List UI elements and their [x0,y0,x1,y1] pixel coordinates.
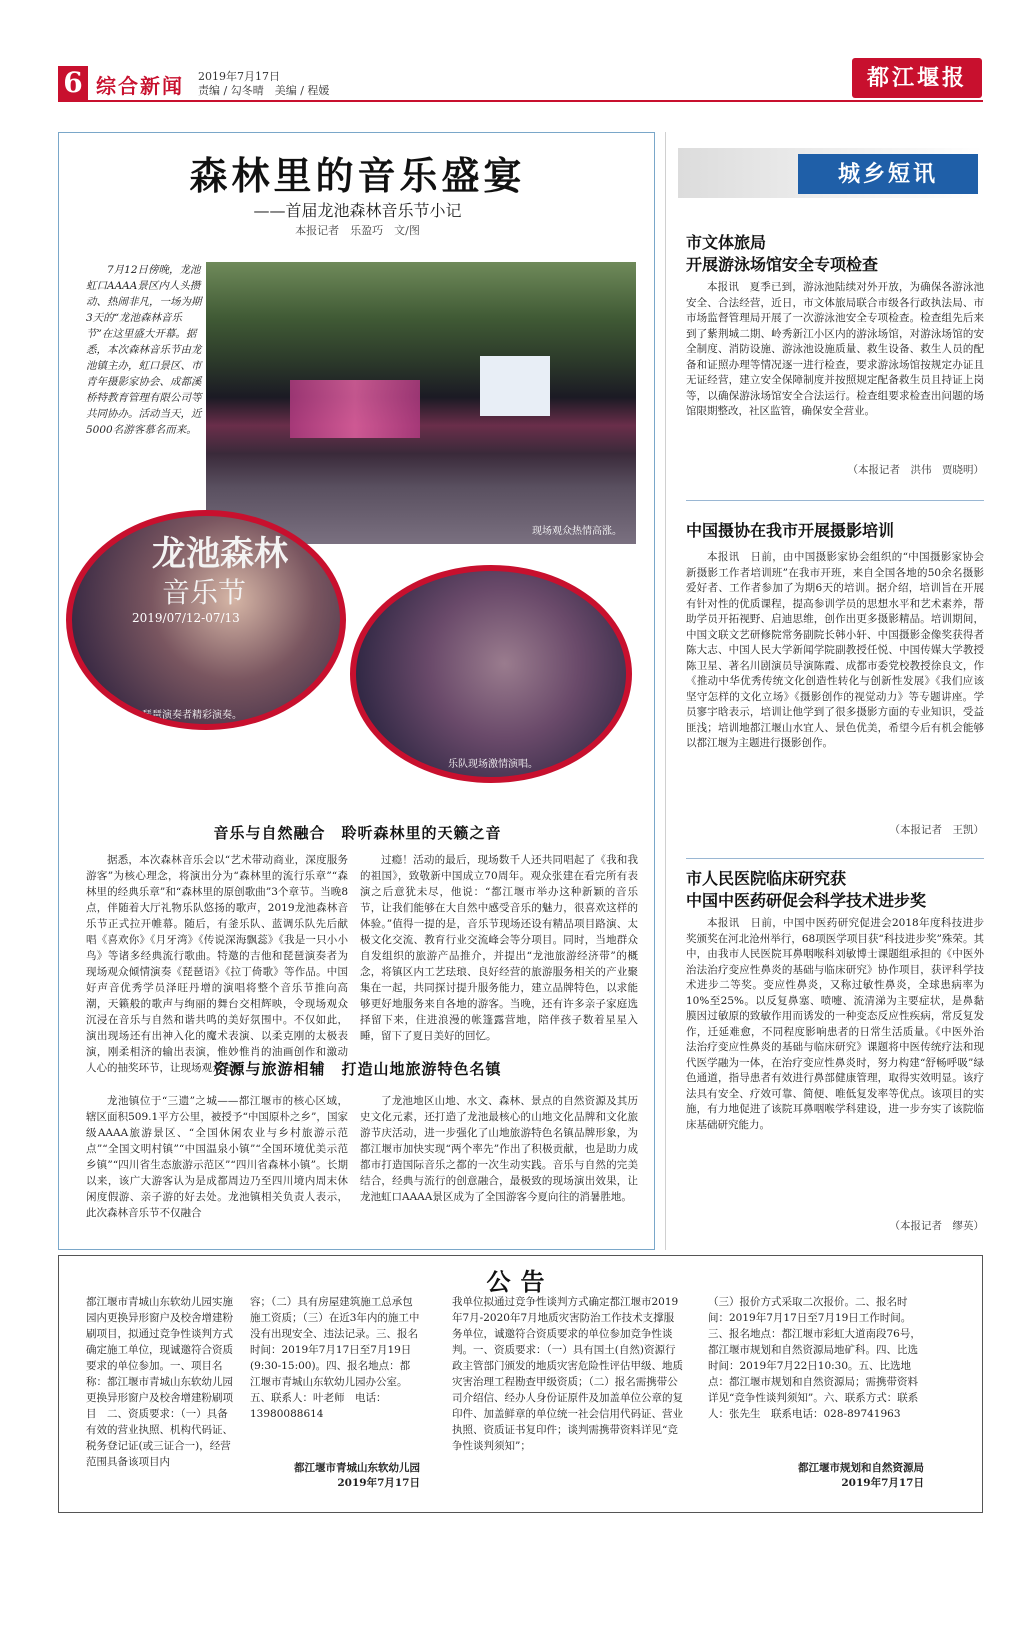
section2-heading: 资源与旅游相辅 打造山地旅游特色名镇 [213,1060,502,1078]
page-number: 6 [58,66,88,100]
issue-date: 2019年7月17日 [198,70,280,83]
section1-col2: 过瘾！活动的最后，现场数千人还共同唱起了《我和我的祖国》，致敬新中国成立70周年。观众张建在看完所有表演之后意犹未尽，他说：“都江堰市举办这种新颖的音乐节，让我们能够在大自然中感受音乐的魅力，很喜欢这样的体验。”值得一提的是，音乐节现场还设有精品项目路演、太极文化交流、教育行业交流峰会等分项目。同时，当地群众自发组织的旅游产品推介，并提出“龙池旅游经济带”的概念，将镇区内工艺珐琅、良好经营的旅游服务相关的产业聚集在一起，共同探讨提升服务能力，建立品牌特色，以求能够更好地服务来自各地的游客。当晚，还有许多亲子家庭选择留下来，住进浪漫的帐篷露营地，陪伴孩子数着星星入睡，留下了夏日美好的回忆。 [360,854,638,1042]
news2-title-line1: 中国摄协在我市开展摄影培训 [686,521,895,540]
newspaper-logo: 都江堰报 [852,58,982,98]
section2-col2: 了龙池地区山地、水文、森林、景点的自然资源及其历史文化元素，还打造了龙池最核心的山地文化品牌和文化旅游节庆活动，进一步强化了山地旅游特色名镇品牌形象，为都江堰市加快实现“两个率先”作出了积极贡献，也是助力成都市打造国际音乐之都的一次生动实践。音乐与自然的完美结合，经典与流行的创意融合，最极致的现场演出效果，让龙池虹口AAAA景区成为了全国游客今夏向往的消暑胜地。 [360,1095,638,1203]
notice-right-col2: （三）报价方式采取二次报价。二、报名时间：2019年7月17日至7月19日工作时间。三、报名地点：都江堰市彩虹大道南段76号，都江堰市规划和自然资源局地矿科。四、比选时间：2019年7月22日10:30。五、比选地点：都江堰市规划和自然资源局；需携带资料详见“竞争性谈判须知”。六、联系方式：联系人：张先生 联系电话：028-89741963 [708,1296,921,1420]
festival-sign-text2: 音乐节 [162,576,247,609]
white-building [480,356,550,416]
news-divider [686,858,984,859]
sidebar-header-tag: 城乡短讯 [798,154,978,194]
column-divider [665,132,666,1250]
notice-right-date: 2019年7月17日 [841,1477,924,1489]
news3-title-line1: 市人民医院临床研究获 [686,869,847,888]
news1-title [686,232,986,276]
news3-body: 本报讯 日前，中国中医药研究促进会2018年度科技进步奖颁奖在河北沧州举行，68项医学项目获“科技进步奖”殊荣。其中，由我市人民医院耳鼻咽喉科刘敏博士课题组承担的《中医外治法治疗变应性鼻炎的基础与临床研究》协作项目，获评科学技术进步二等奖。变应性鼻炎，又称过敏性鼻炎，全球患病率为10%至25%。以反复鼻塞、喷嚏、流清涕为主要症状，是鼻黏膜因过敏原的致敏作用而诱发的一种变态反应性疾病，常反复发作，迁延难愈，不同程度影响患者的日常生活质量。《中医外治法治疗变应性鼻炎的基础与临床研究》课题将中医传统疗法和现代医学融为一体，在治疗变应性鼻炎时，努力构建“舒畅呼吸”绿色通道，指导患者有效进行鼻部健康管理，取得实效明显。该疗法具有安全、疗效可靠、简便、唯低复发率等优点。该项目的实施，有力地促进了该院耳鼻咽喉学科建设，进一步夯实了该院临床基础研究能力。 [686,917,984,1131]
article-intro: 7月12日傍晚，龙池虹口AAAA景区内人头攒动、热闹非凡，一场为期3天的“龙池森林音乐节”在这里盛大开幕。据悉，本次森林音乐节由龙池镇主办，虹口景区、市青年摄影家协会、成都溪桥特教育管理有限公司等共同协办。活动当天，近5000名游客慕名而来。 [86,264,202,436]
stage-lights [290,380,420,438]
article-title: 森林里的音乐盛宴 [189,153,526,198]
notice-left-org: 都江堰市青城山东软幼儿园 [294,1462,420,1474]
notice-left-date: 2019年7月17日 [337,1477,420,1489]
circle2-caption: 乐队现场激情演唱。 [448,759,538,770]
section1-heading: 音乐与自然融合 聆听森林里的天籁之音 [213,824,502,842]
news1-body: 本报讯 夏季已到，游泳池陆续对外开放，为确保各游泳池安全、合法经营，近日，市文体旅局联合市级各行政执法局、市市场监督管理局开展了一次游泳池安全专项检查。检查组先后来到了紫荆城二期、岭秀新江小区内的游泳场馆，对游泳场馆的安全制度、消防设施、游泳池设施质量、救生设备、救生人员的配备和证照办理等情况逐一进行检查，要求游泳场馆按规定办证且无证经营，建立安全保障制度并按照规定配备救生员且持证上岗等，以确保游泳场馆安全合法运行。检查组要求检查出问题的场馆限期整改，社区监管，确保安全营业。 [686,281,984,417]
festival-sign-date: 2019/07/12-07/13 [132,611,240,625]
notice-left-sign [250,1460,420,1490]
article-byline: 本报记者 乐盈巧 文/图 [295,224,420,237]
news1-sign: （本报记者 洪伟 贾晓明） [847,464,984,476]
news2-sign: （本报记者 王凯） [889,824,984,836]
notice-title: 公告 [486,1267,555,1296]
band-performance-photo [350,565,632,783]
notice-right-org: 都江堰市规划和自然资源局 [798,1462,924,1474]
sidebar-header [678,148,983,198]
concert-crowd-photo [206,262,636,544]
header-rule [58,100,983,102]
news1-title-line2: 开展游泳场馆安全专项检查 [686,255,879,274]
notice-left-col2: 容；（二）具有房屋建筑施工总承包施工资质；（三）在近3年内的施工中没有出现安全、违法记录。三、报名时间：2019年7月17日至7月19日(9:30-15:00)。四、报名地点：都江堰市青城山东软幼儿园办公室。五、联系人：叶老师 电话：13980088614 [250,1296,420,1420]
news3-sign: （本报记者 缪英） [889,1220,984,1232]
news1-title-line1: 市文体旅局 [686,233,767,252]
notice-right-sign [708,1460,924,1490]
news3-title [686,868,986,912]
notice-right-col1: 我单位拟通过竞争性谈判方式确定都江堰市2019年7月-2020年7月地质灾害防治工作技术支撑服务单位，诚邀符合资质要求的单位参加竞争性谈判。一、资质要求：（一）具有国土(自然)资源行政主管部门颁发的地质灾害危险性评估甲级、地质灾害治理工程勘查甲级资质；（二）报名需携带公司介绍信、经办人身份证原件及加盖单位公章的复印件、加盖鲜章的单位统一社会信用代码证、营业执照、资质证书复印件；谈判需携带资料详见“竞争性谈判须知”； [452,1296,683,1452]
header-info [198,70,329,98]
festival-sign-text: 龙池森林 [152,534,288,574]
article-subtitle: ——首届龙池森林音乐节小记 [253,201,462,220]
notice-left-col1: 都江堰市青城山东软幼儿园实施园内更换异形窗户及校舍增建粉刷项目，拟通过竞争性谈判方式确定施工单位，现诚邀符合资质要求的单位参加。一、项目名称：都江堰市青城山东软幼儿园更换异形窗户及校舍增建粉刷项目 二、资质要求：（一）具备有效的营业执照、机构代码证、税务登记证(或三证合一)，经营范围具备该项目内 [86,1296,233,1468]
news2-title [686,520,986,542]
main-photo-caption: 现场观众热情高涨。 [532,526,622,537]
pipa-player-photo [66,510,346,730]
news-divider [686,500,984,501]
section2-col1: 龙池镇位于“三遗”之城——都江堰市的核心区域，辖区面积509.1平方公里，被授予“中国原朴之乡”，国家级AAAA旅游景区、“全国休闲农业与乡村旅游示范点”“全国文明村镇”“中国温泉小镇”“全国环境优美示范乡镇”“四川省生态旅游示范区”“四川省森林小镇”。长期以来，该广大游客认为是成都周边乃至四川境内周末休闲度假游、亲子游的好去处。龙池镇相关负责人表示，此次森林音乐节不仅融合 [86,1095,348,1219]
news2-body: 本报讯 日前，由中国摄影家协会组织的“中国摄影家协会新摄影工作者培训班”在我市开班，来自全国各地的50余名摄影爱好者、工作者参加了为期6天的培训。据介绍，培训旨在开展有针对性的优质课程，提高参训学员的思想水平和艺术素养，帮助学员开拓视野、启迪思维，创作出更多摄影精品。培训期间，中国文联文艺研修院常务副院长韩小轩、中国摄影金像奖获得者陈大志、中国人民大学新闻学院副教授任悦、中国传媒大学教授陈卫星、著名川剧演员导演陈霞、成都市委党校教授徐良文，作《推动中华优秀传统文化创造性转化与创新性发展》《我们应该坚守怎样的文化立场》《摄影创作的视觉动力》等专题讲座。学员寥宇晗表示，培训让他学到了很多摄影方面的专业知识，受益匪浅；培训地都江堰山水宜人、景色优美，希望今后有机会能够以都江堰为主题进行摄影创作。 [686,551,984,749]
editors: 责编 / 勾冬晴 美编 / 程媛 [198,84,330,97]
section-name: 综合新闻 [96,74,184,98]
section1-col1: 据悉，本次森林音乐会以“艺术带动商业，深度服务游客”为核心理念，将演出分为“森林里的流行乐章”“森林里的经典乐章”和“森林里的原创歌曲”3个章节。当晚8点，伴随着大厅礼物乐队悠扬的歌声，2019龙池森林音乐节正式拉开帷幕。随后，有釜乐队、蓝调乐队先后献唱《喜欢你》《月牙湾》《传说深海飘蕊》《我是一只小小鸟》等诸多经典流行歌曲。特邀的吉他和琵琶演奏者为现场观众倾情演奏《琵琶语》《拉丁倚歌》等作品。中国好声音优秀学员泽旺丹增的演唱将整个音乐节推向高潮，天籁般的歌声与绚丽的舞台交相辉映，令现场观众沉浸在音乐与自然和谐共鸣的美好氛围中。不仅如此，演出现场还有出神入化的魔术表演、以柔克刚的太极表演，刚柔相济的输出表演，惟妙惟肖的油画创作和激动人心的抽奖环节，让现场观众直呼 [86,854,348,1074]
circle1-caption: 琵琶演奏者精彩演奏。 [142,710,242,721]
news3-title-line2: 中国中医药研促会科学技术进步奖 [686,891,927,910]
